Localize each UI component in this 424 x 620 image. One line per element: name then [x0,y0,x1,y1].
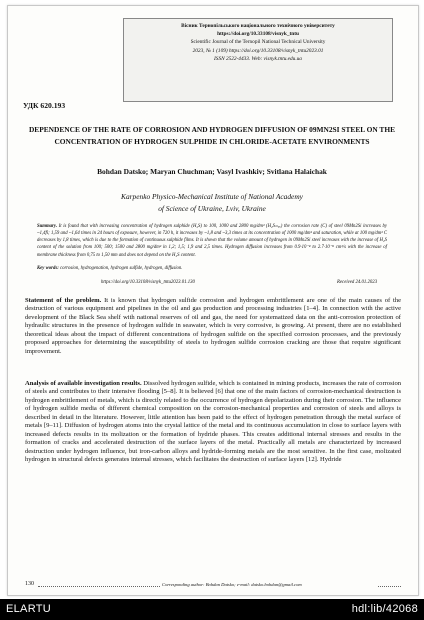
author-list: Bohdan Datsko; Maryan Chuchman; Vasyl Ivashkiv; Svitlana Halaichak [97,167,327,176]
journal-doi[interactable]: https://doi.org/10.33108/visnyk_tntu [217,31,299,38]
keywords-label: Key words: [37,266,59,271]
abstract [37,223,387,259]
paper-title: DEPENDENCE OF THE RATE OF CORROSION AND HYDROGEN DIFFUSION OF 09MN2SI STEEL ON THE CONCENTRATION OF HYDROGEN SULPHIDE IN CHLORIDE-ACETATE ENVIRONMENTS [28,125,396,146]
udk-code: УДК 620.193 [23,101,66,110]
affiliation [25,191,399,215]
journal-name-eng: Scientific Journal of the Ternopil National Technical University [190,39,326,46]
page-footer [25,581,401,589]
received-date: Received 24.01.2023 [337,280,378,285]
analysis-text: Dissolved hydrogen sulfide, which is contained in mining products, increases the rate of corrosion of steels and contributes to their intensive flooding [5–8]. It is believed [6] that one of the main factors of corrosion-mechanical destruction is hydrogen embrittlement of metals, which is directly related to the occurrence of hydrogen depolarization during their corrosion. The influence of hydrogen sulfide media of different chemical composition on the corrosion-mechanical properties and corrosion of steels and alloys is described in detail in the literature. However, little attention has been paid to the effect of hydrogen penetration through the metal surface of metals [9–11]. Diffusion of hydrogen atoms into the crystal lattice of the metal and its continuous accumulation in close to surface layers with increased defects results in its molization or the formation of hydride phases. This creates additional internal stresses and results in the formation of cracks and accelerated destruction of the surface layers of the metal. Practically all metals are characterized by increased destruction under hydrogen influence, but iron-carbon alloys and hydride-forming metals are the most sensitive. In the first case, molizated hydrogen in structural defects generates internal stresses, which facilitates the destruction of surface layers [12]. Hydride [25,380,401,464]
handle-id[interactable]: hdl:lib/42068 [351,603,418,615]
abstract-text: It is found that with increasing concentration of hydrogen sulphide (H₂S) to 100, 1000 and 2800 mg/dm³ (H₂Sₘₐₓ) the corrosion rate (C) of steel 09Mn2Si increases by ~1,4fi; 1,59 and ~1,64 times in 24 hours of exposure, however, in 720 h, it increases by ~1,8 and ~3,3 times at its concentration of 1000 mg/dm³ and saturation, while at 100 mg/dm³ C decreases by 1,8 times, which is due to the formation of continuous sulphide films. It is shown that the volume amount of hydrogen in 09Mn2Si steel increases with the increase of H₂S content of the solution from 100; 500; 1500 and 2800 mg/dm³ in 1,2; 1,5; 1,9 and 2,5 times. Hydrogen diffusion increases from 0.9·10⁻⁸ to 2.7·10⁻⁸ cm²/s with the increase of membrane thickness from 0,75 to 1,50 mm and does not depend on the H₂S content. [37,224,388,258]
statement-paragraph [25,297,401,356]
abstract-label: Summary. [37,224,58,229]
corresponding-author: Corresponding author: Bohdan Datsko; e-mail: datsko.bohdan@gmail.com [162,582,302,587]
journal-header-box [123,18,393,102]
issue-doi[interactable]: 2023, № 1 (109) https://doi.org/10.33108/visnyk_tntu2023.01 [192,47,324,54]
article-doi-link[interactable]: https://doi.org/10.33108/visnyk_tntu2023.01.130 [101,280,195,285]
affiliation-line-1: Karpenko Physico-Mechanical Institute of National Academy [121,192,303,201]
repository-name: ELARTU [6,603,51,615]
affiliation-line-2: of Science of Ukraine, Lviv, Ukraine [158,203,266,213]
statement-text: It is known that hydrogen sulfide corrosion and hydrogen embrittlement are one of the main causes of the destruction of various equipment and pipelines in the oil and gas production and processing industries [1–4]. In connection with the active development of the Black Sea shelf with national reserves of oil and gas, the need for systematized data on the anti-corrosion protection of hydraulic structures in the presence of hydrogen sulfide in seawater, which is very corrosive, is growing. At present, there are no established theoretical ideas about the impact of different concentrations of hydrogen sulfide on the specified corrosion processes, and the previously proposed approaches for determining the susceptibility of steels to hydrogen sulfide corrosion cracking are those that require significant improvement. [25,297,401,355]
analysis-paragraph [25,380,401,465]
analysis-heading: Analysis of available investigation results. [25,380,142,387]
keywords-text: corrosion, hydrogenation, hydrogen sulfide, hydrogen, diffusion. [59,266,183,271]
repository-bar [0,599,424,620]
journal-name-ukr: Вісник Тернопільського національного технічного університету [181,23,335,29]
issn-web: ISSN 2522-4433. Web: visnyk.tntu.edu.ua [214,55,302,62]
footer-dotted-rule [38,586,160,587]
keywords [37,265,387,272]
statement-heading: Statement of the problem. [25,297,102,304]
page-number: 130 [25,581,34,587]
footer-dotted-rule-right [378,586,401,587]
